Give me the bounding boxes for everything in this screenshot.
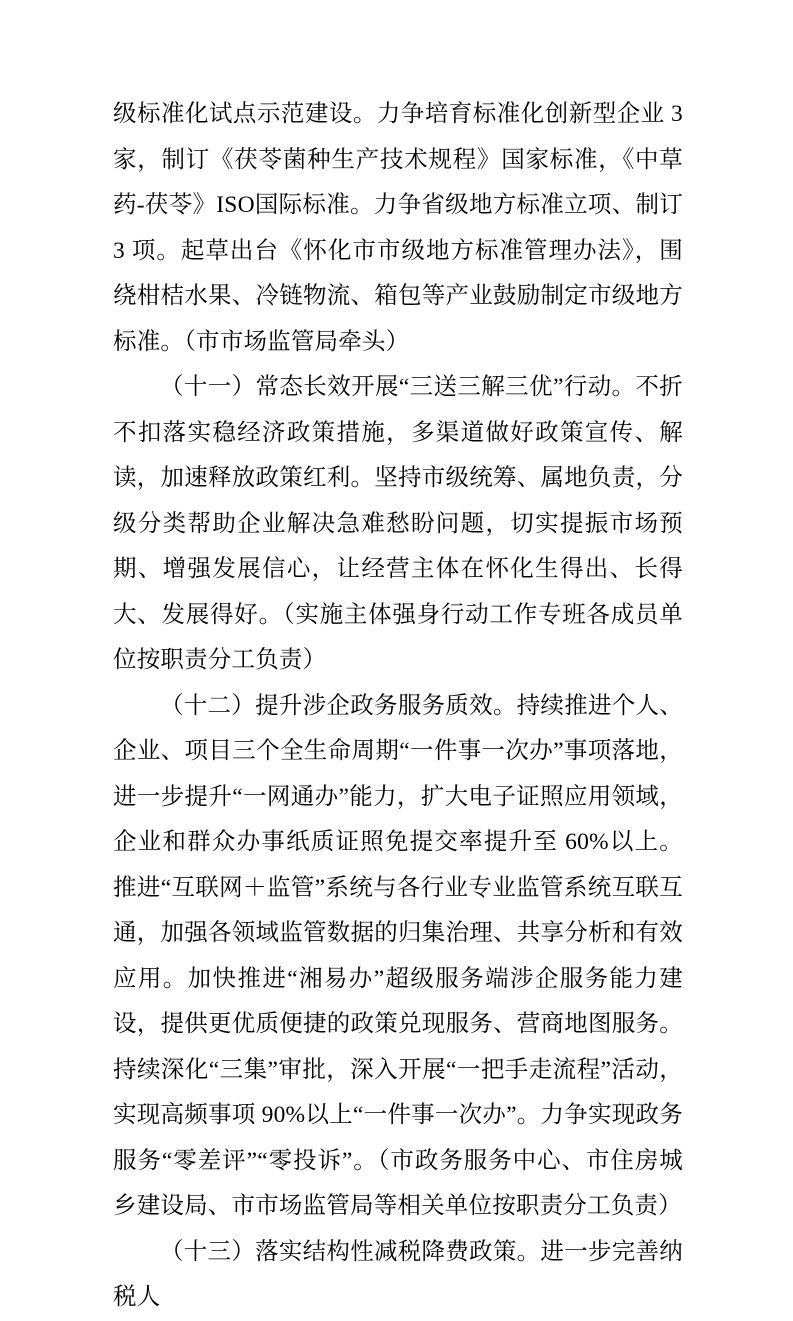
paragraph-item-twelve: （十二）提升涉企政务服务质效。持续推进个人、企业、项目三个全生命周期“一件事一次办”事项落地，进一步提升“一网通办”能力，扩大电子证照应用领域，企业和群众办事纸质证照免提交率提升至 60%以上。推进“互联网＋监管”系统与各行业专业监管系统互联互通，加强各领域监管数据的归集治理、共享分析和有效应用。加快推进“湘易办”超级服务端涉企服务能力建设，提供更优质便捷的政策兑现服务、营商地图服务。持续深化“三集”审批，深入开展“一把手走流程”活动，实现高频事项 90%以上“一件事一次办”。力争实现政务服务“零差评”“零投诉”。（市政务服务中心、市住房城乡建设局、市市场监管局等相关单位按职责分工负责）	[113, 692, 683, 1219]
paragraph-item-thirteen: （十三）落实结构性减税降费政策。进一步完善纳税人	[113, 1238, 683, 1310]
page-text-body	[113, 92, 683, 1321]
paragraph-continuation: 级标准化试点示范建设。力争培育标准化创新型企业 3 家，制订《茯苓菌种生产技术规程》国家标准，《中草药-茯苓》ISO国际标准。力争省级地方标准立项、制订 3 项。起草出台《怀化市市级地方标准管理办法》，围绕柑桔水果、冷链物流、箱包等产业鼓励制定市级地方标准。（市市场监管局牵头）	[113, 101, 683, 355]
paragraph-item-eleven: （十一）常态长效开展“三送三解三优”行动。不折不扣落实稳经济政策措施，多渠道做好政策宣传、解读，加速释放政策红利。坚持市级统筹、属地负责，分级分类帮助企业解决急难愁盼问题，切实提振市场预期、增强发展信心，让经营主体在怀化生得出、长得大、发展得好。（实施主体强身行动工作专班各成员单位按职责分工负责）	[113, 374, 683, 673]
